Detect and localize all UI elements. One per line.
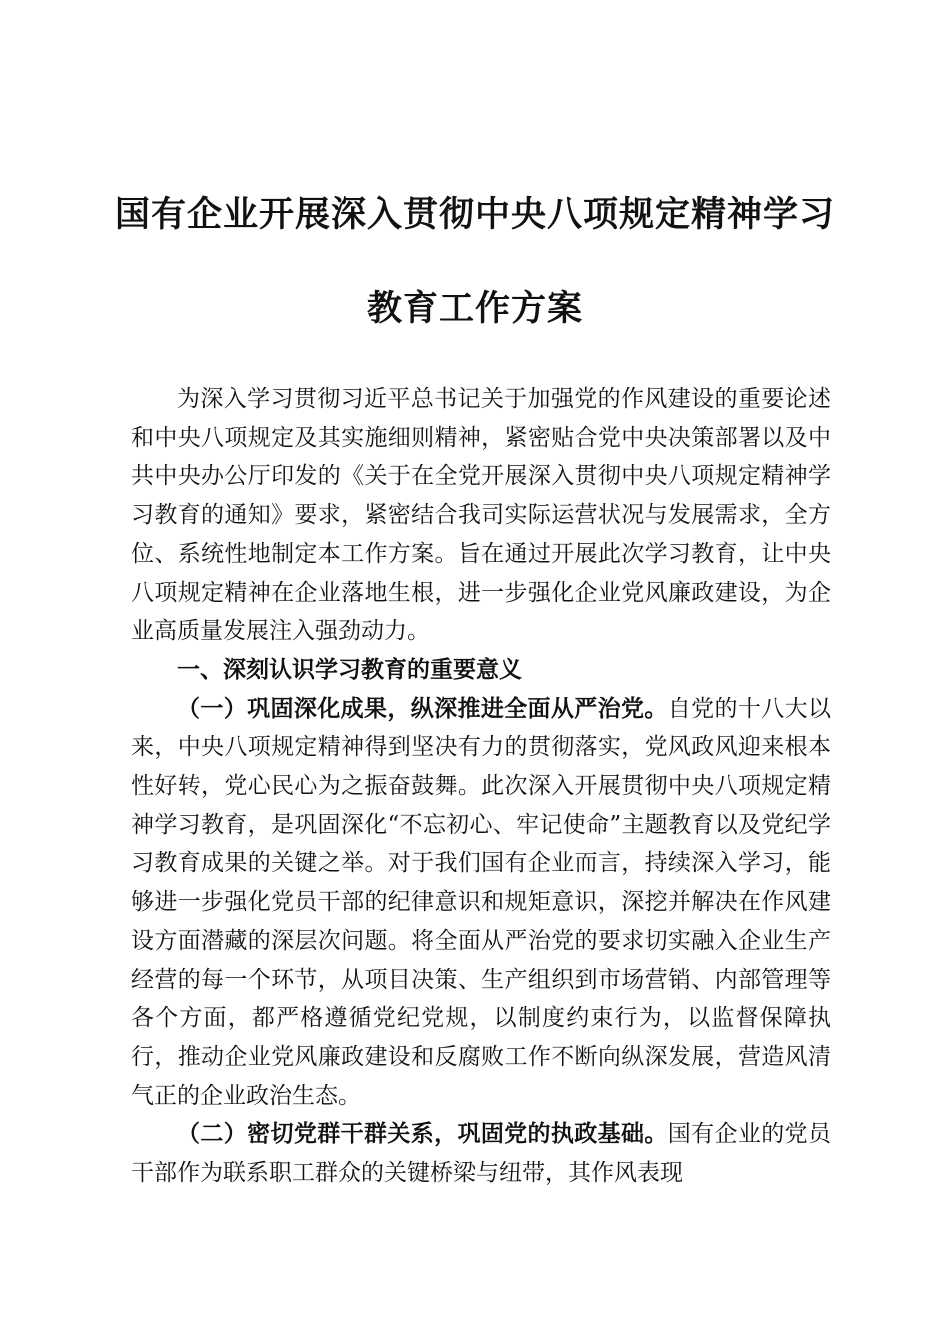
section-1-heading: 一、深刻认识学习教育的重要意义 (177, 656, 522, 683)
document-body (131, 380, 831, 1193)
item-1-body: 自党的十八大以来，中央八项规定精神得到坚决有力的贯彻落实，党风政风迎来根本性好转，党心民心为之振奋鼓舞。此次深入开展贯彻中央八项规定精神学习教育，是巩固深化“不忘初心、牢记使命”主题教育以及党纪学习教育成果的关键之举。对于我们国有企业而言，持续深入学习，能够进一步强化党员干部的纪律意识和规矩意识，深挖并解决在作风建设方面潜藏的深层次问题。将全面从严治党的要求切实融入企业生产经营的每一个环节，从项目决策、生产组织到市场营销、内部管理等各个方面，都严格遵循党纪党规，以制度约束行为，以监督保障执行，推动企业党风廉政建设和反腐败工作不断向纵深发展，营造风清气正的企业政治生态。 (131, 695, 832, 1109)
document-title-line-1: 国有企业开展深入贯彻中央八项规定精神学习 (114, 195, 835, 235)
item-1-lead: （一）巩固深化成果，纵深推进全面从严治党。 (177, 694, 668, 722)
item-1-paragraph (131, 690, 831, 1116)
item-2-paragraph (131, 1115, 831, 1192)
item-2-body: 国有企业的党员干部作为联系职工群众的关键桥梁与纽带，其作风表现 (131, 1121, 832, 1187)
intro-paragraph: 为深入学习贯彻习近平总书记关于加强党的作风建设的重要论述和中央八项规定及其实施细则精神，紧密贴合党中央决策部署以及中共中央办公厅印发的《关于在全党开展深入贯彻中央八项规定精神学习教育的通知》要求，紧密结合我司实际运营状况与发展需求，全方位、系统性地制定本工作方案。旨在通过开展此次学习教育，让中央八项规定精神在企业落地生根，进一步强化企业党风廉政建设，为企业高质量发展注入强劲动力。 (131, 386, 831, 645)
item-2-lead: （二）密切党群干群关系，巩固党的执政基础。 (177, 1120, 668, 1148)
document-title-line-2: 教育工作方案 (366, 289, 583, 329)
